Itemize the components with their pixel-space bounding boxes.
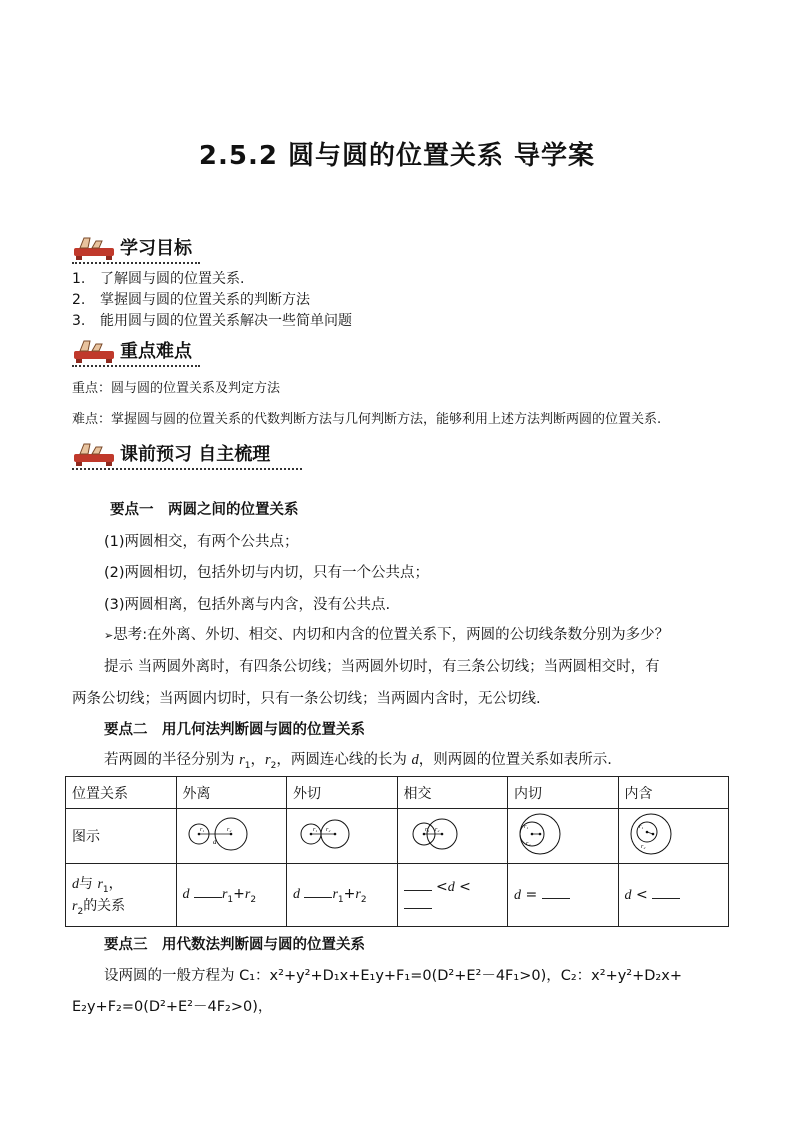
point2-intro: 若两圆的半径分别为 $r_1$，$r_2$，两圆连心线的长为 d，则两圆的位置关系如表所示. [104, 752, 612, 771]
svg-text:r₁: r₁ [199, 827, 204, 833]
table-row [66, 864, 729, 927]
point3-heading: 要点三 用代数法判断圆与圆的位置关系 [104, 937, 365, 953]
think-label: 思考: [113, 627, 148, 643]
goal-item: 3. 能用圆与圆的位置关系解决一些简单问题 [72, 313, 352, 329]
table-cell: 图示 [66, 809, 177, 864]
point1-item: (2)两圆相切，包括外切与内切，只有一个公共点； [104, 565, 430, 581]
think-text: 在外离、外切、相交、内切和内含的位置关系下，两圆的公切线条数分别为多少？ [147, 627, 670, 643]
circles-internal-tangent-diagram [514, 812, 594, 856]
point1-item: (1)两圆相交，有两个公共点； [104, 534, 299, 550]
svg-text:r₂: r₂ [526, 841, 531, 847]
pointing-hand-logo-icon [72, 438, 118, 468]
circles-intersecting-diagram [404, 812, 484, 856]
pointing-hand-logo-icon [72, 232, 118, 262]
point1-item: (3)两圆相离，包括外离与内含，没有公共点. [104, 597, 391, 613]
relation-table [65, 776, 729, 927]
table-header-cell: 位置关系 [66, 777, 177, 809]
relation-cell-intersect: <d < [397, 864, 508, 927]
equation-line: 设两圆的一般方程为 C₁：x²+y²+D₁x+E₁y+F₁=0(D²+E²－4F₁>0)，C₂：x²+y²+D₂x+ [104, 968, 682, 984]
difficulty-text: 难点：掌握圆与圆的位置关系的代数判断方法与几何判断方法，能够利用上述方法判断两圆的位置关系. [72, 412, 662, 427]
think-line [104, 623, 669, 644]
diagram-separate-cell [176, 809, 287, 864]
table-cell: d与 $r_1$， $r_2$的关系 [66, 864, 177, 927]
svg-text:r₂: r₂ [640, 844, 645, 850]
section-underline [72, 365, 200, 367]
circles-separate-diagram [183, 812, 263, 856]
point1-heading: 要点一 两圆之间的位置关系 [110, 502, 299, 518]
svg-text:r₁: r₁ [424, 827, 429, 833]
hint-line: 提示 当两圆外离时，有四条公切线；当两圆外切时，有三条公切线；当两圆相交时，有 [104, 659, 660, 675]
section-preview [72, 438, 270, 468]
table-header-cell: 外切 [287, 777, 398, 809]
diagram-contain-cell [618, 809, 729, 864]
goal-item: 2. 掌握圆与圆的位置关系的判断方法 [72, 292, 310, 308]
diagram-internal-cell [508, 809, 619, 864]
table-header-cell: 相交 [397, 777, 508, 809]
svg-text:r₂: r₂ [326, 827, 331, 833]
svg-text:r₂: r₂ [226, 827, 231, 833]
relation-cell-internal: d = [508, 864, 619, 927]
table-header-cell: 外离 [176, 777, 287, 809]
section-key-title: 重点难点 [120, 341, 192, 362]
page-title: 2.5.2 圆与圆的位置关系 导学案 [198, 141, 596, 171]
point2-heading: 要点二 用几何法判断圆与圆的位置关系 [104, 722, 365, 738]
section-underline [72, 468, 302, 470]
table-header-cell: 内含 [618, 777, 729, 809]
svg-text:r₁: r₁ [524, 824, 529, 830]
table-header-cell: 内切 [508, 777, 619, 809]
table-row [66, 809, 729, 864]
circles-external-tangent-diagram [293, 812, 373, 856]
table-row [66, 777, 729, 809]
svg-text:r₁: r₁ [638, 824, 643, 830]
svg-text:r₂: r₂ [434, 827, 439, 833]
svg-text:r₁: r₁ [313, 827, 318, 833]
relation-cell-external: d $r_1+r_2$ [287, 864, 398, 927]
section-preview-title: 课前预习 自主梳理 [120, 444, 271, 465]
pointing-hand-logo-icon [72, 335, 118, 365]
equation-line: E₂y+F₂=0(D²+E²－4F₂>0)， [72, 999, 273, 1015]
svg-text:d: d [212, 838, 216, 846]
relation-cell-contain: d < [618, 864, 729, 927]
focus-text: 重点：圆与圆的位置关系及判定方法 [72, 381, 281, 396]
goal-item: 1. 了解圆与圆的位置关系. [72, 271, 245, 287]
section-goals-title: 学习目标 [120, 238, 192, 259]
section-key [72, 335, 192, 365]
relation-cell-separate: d $r_1+r_2$ [176, 864, 287, 927]
diagram-external-cell [287, 809, 398, 864]
arrow-icon: ➢ [104, 629, 114, 642]
circles-containing-diagram [625, 812, 705, 856]
hint-line: 两条公切线；当两圆内切时，只有一条公切线；当两圆内含时，无公切线. [72, 691, 541, 707]
diagram-intersect-cell [397, 809, 508, 864]
section-underline [72, 262, 200, 264]
section-goals [72, 232, 192, 262]
